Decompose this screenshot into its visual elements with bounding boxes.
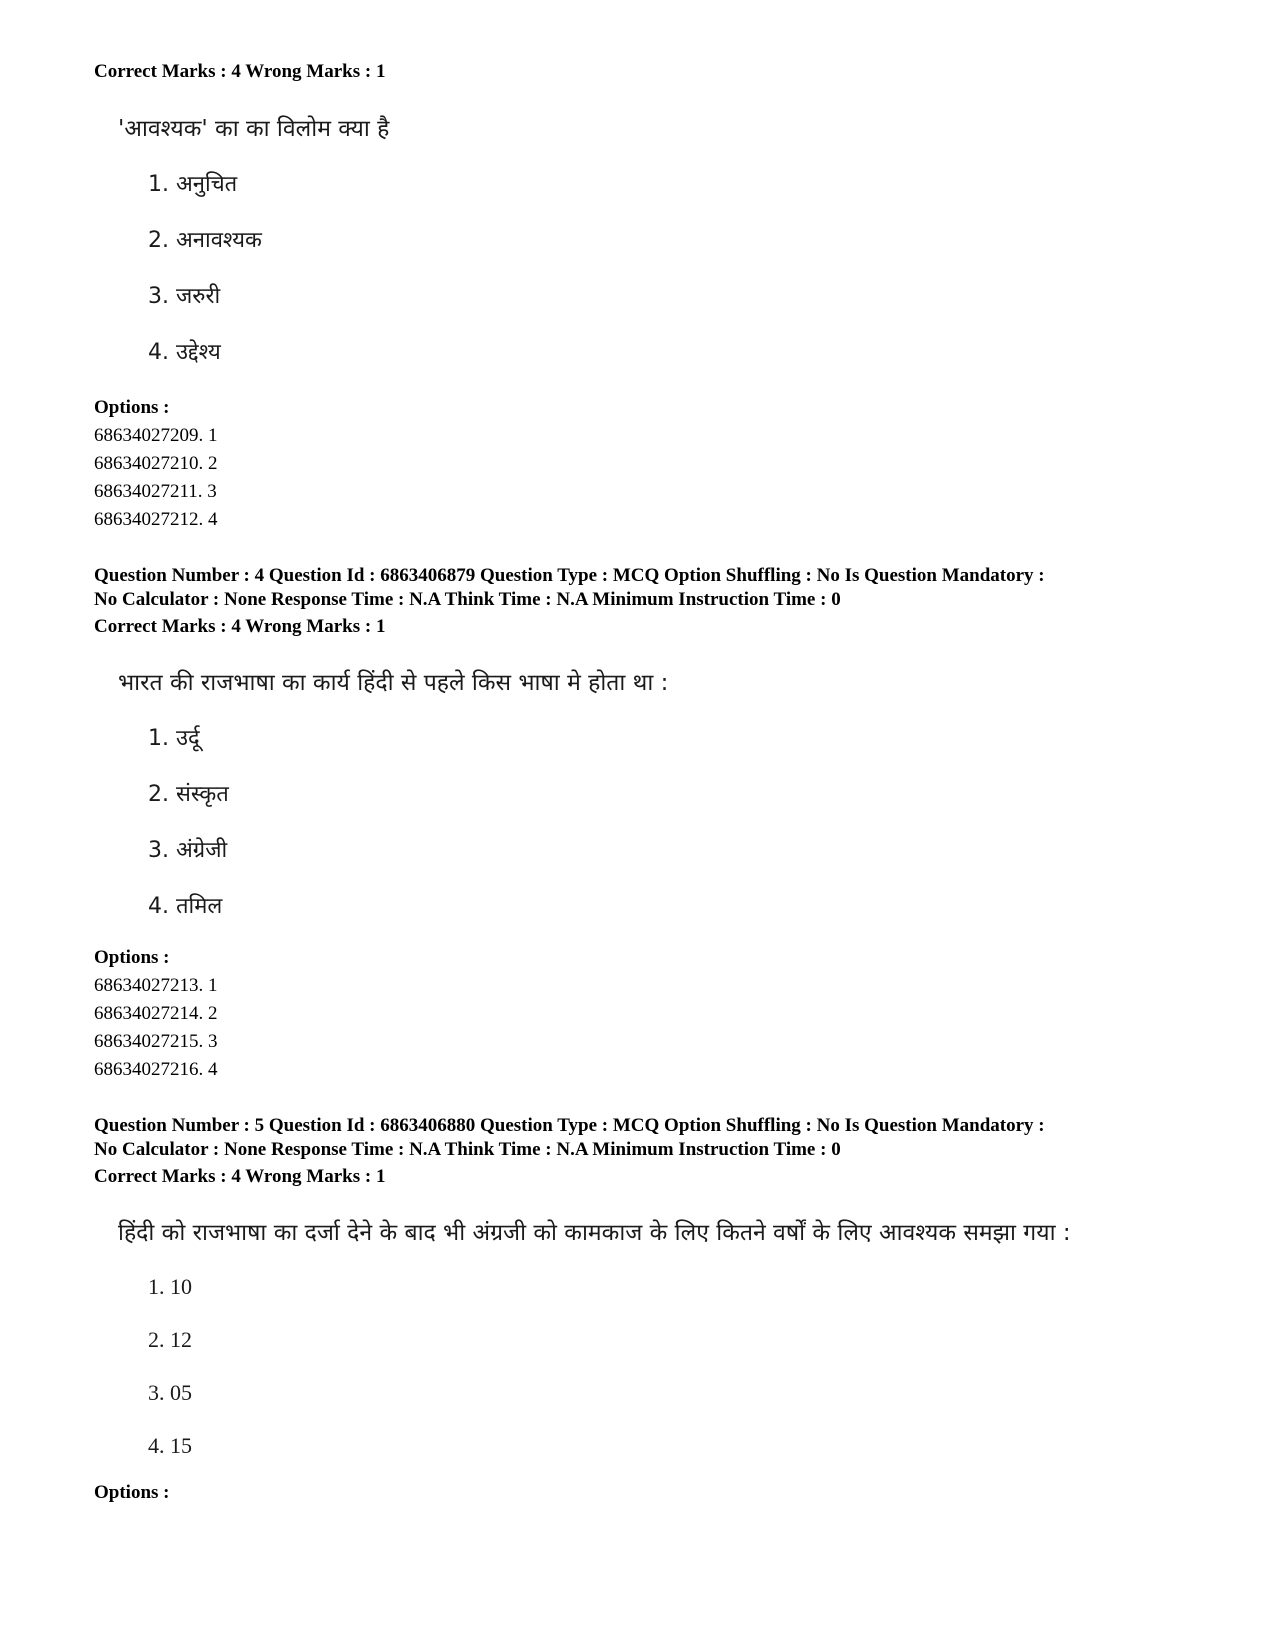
q4-meta-line1: Question Number : 4 Question Id : 6863406879 Question Type : MCQ Option Shuffling : No Is Question Mandatory : [94, 565, 1045, 586]
q5-meta [94, 1114, 1194, 1162]
q5-choice-4: 4. 15 [148, 1433, 192, 1458]
q3-choice-3: 3. जरुरी [148, 284, 221, 309]
q5-choice-2: 2. 12 [148, 1327, 192, 1352]
q5-meta-line1: Question Number : 5 Question Id : 6863406880 Question Type : MCQ Option Shuffling : No Is Question Mandatory : [94, 1115, 1045, 1136]
q4-option-row: 68634027215. 3 [94, 1031, 218, 1052]
q5-choice-3: 3. 05 [148, 1380, 192, 1405]
q4-option-row: 68634027216. 4 [94, 1059, 218, 1080]
q3-option-row: 68634027212. 4 [94, 509, 218, 530]
q3-question-text: 'आवश्यक' का का विलोम क्या है [118, 116, 390, 142]
q4-choice-2: 2. संस्कृत [148, 782, 229, 807]
q3-option-row: 68634027211. 3 [94, 481, 217, 502]
q3-options-label: Options : [94, 397, 170, 418]
q4-choice-1: 1. उर्दू [148, 726, 200, 751]
q3-choice-1: 1. अनुचित [148, 172, 238, 197]
q3-choice-4: 4. उद्देश्य [148, 340, 221, 365]
q5-marks: Correct Marks : 4 Wrong Marks : 1 [94, 1166, 386, 1187]
q4-option-row: 68634027213. 1 [94, 975, 218, 996]
q4-choice-3: 3. अंग्रेजी [148, 838, 228, 863]
q3-option-row: 68634027209. 1 [94, 425, 218, 446]
q3-marks: Correct Marks : 4 Wrong Marks : 1 [94, 61, 386, 82]
q5-meta-line2: No Calculator : None Response Time : N.A Think Time : N.A Minimum Instruction Time : 0 [94, 1139, 841, 1160]
q4-choice-4: 4. तमिल [148, 894, 223, 919]
q3-choice-2: 2. अनावश्यक [148, 228, 262, 253]
q5-question-text: हिंदी को राजभाषा का दर्जा देने के बाद भी अंग्रजी को कामकाज के लिए कितने वर्षों के लिए आवश्यक समझा गया : [118, 1220, 1071, 1246]
q4-meta [94, 564, 1194, 612]
q4-marks: Correct Marks : 4 Wrong Marks : 1 [94, 616, 386, 637]
q3-option-row: 68634027210. 2 [94, 453, 218, 474]
q4-option-row: 68634027214. 2 [94, 1003, 218, 1024]
q5-options-label: Options : [94, 1482, 170, 1503]
q4-options-label: Options : [94, 947, 170, 968]
q4-question-text: भारत की राजभाषा का कार्य हिंदी से पहले किस भाषा मे होता था : [118, 670, 669, 696]
q4-meta-line2: No Calculator : None Response Time : N.A Think Time : N.A Minimum Instruction Time : 0 [94, 589, 841, 610]
q5-choice-1: 1. 10 [148, 1274, 192, 1299]
